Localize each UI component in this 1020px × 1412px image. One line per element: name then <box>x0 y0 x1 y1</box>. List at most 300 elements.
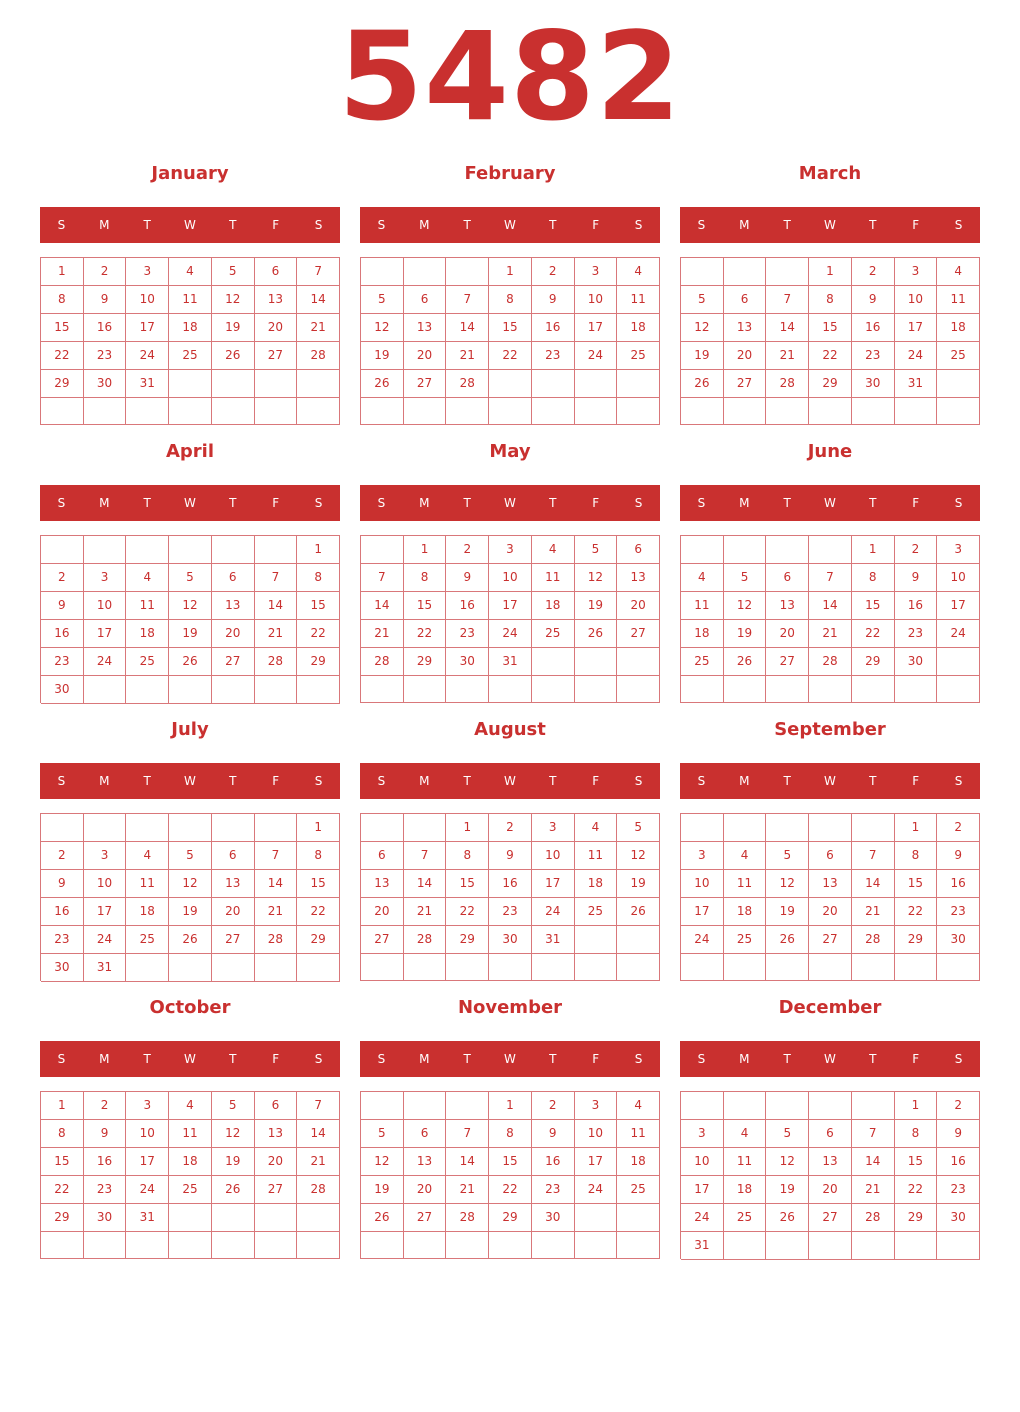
day-cell: 1 <box>446 814 489 842</box>
day-cell: 23 <box>84 1176 127 1204</box>
empty-cell <box>361 676 404 703</box>
day-cell: 1 <box>297 536 340 564</box>
empty-cell <box>404 398 447 425</box>
day-cell: 9 <box>446 564 489 592</box>
day-cell: 14 <box>446 314 489 342</box>
day-cell: 6 <box>809 842 852 870</box>
weekday-label: W <box>184 1052 196 1066</box>
day-cell: 28 <box>297 342 340 370</box>
day-cell: 17 <box>126 1148 169 1176</box>
weekday-header <box>40 1041 340 1077</box>
day-cell: 1 <box>297 814 340 842</box>
day-cell: 30 <box>41 676 84 704</box>
day-cell: 6 <box>255 1092 298 1120</box>
day-cell: 14 <box>255 592 298 620</box>
day-cell: 11 <box>575 842 618 870</box>
day-cell: 17 <box>681 1176 724 1204</box>
day-cell: 15 <box>895 1148 938 1176</box>
weekday-label: S <box>314 1052 323 1066</box>
day-grid <box>360 1091 660 1259</box>
day-cell: 28 <box>361 648 404 676</box>
weekday-label: S <box>634 218 643 232</box>
weekday-label: T <box>869 218 877 232</box>
day-cell: 31 <box>895 370 938 398</box>
day-grid <box>680 813 980 981</box>
empty-cell <box>766 536 809 564</box>
day-cell: 19 <box>617 870 660 898</box>
day-cell: 16 <box>489 870 532 898</box>
weekday-label: S <box>954 1052 963 1066</box>
day-cell: 20 <box>255 1148 298 1176</box>
month-december <box>680 994 980 1260</box>
empty-cell <box>169 1204 212 1232</box>
day-cell: 12 <box>724 592 767 620</box>
weekday-label: F <box>592 218 600 232</box>
day-cell: 21 <box>852 898 895 926</box>
day-cell: 23 <box>532 1176 575 1204</box>
month-name: November <box>457 997 563 1018</box>
empty-cell <box>895 398 938 425</box>
day-cell: 9 <box>895 564 938 592</box>
day-cell: 7 <box>852 1120 895 1148</box>
empty-cell <box>937 398 980 425</box>
month-name: June <box>807 441 853 462</box>
month-name: April <box>165 441 215 462</box>
day-cell: 6 <box>809 1120 852 1148</box>
day-cell: 6 <box>361 842 404 870</box>
empty-cell <box>852 676 895 703</box>
day-cell: 29 <box>895 1204 938 1232</box>
day-cell: 1 <box>809 258 852 286</box>
day-cell: 13 <box>809 870 852 898</box>
day-cell: 22 <box>446 898 489 926</box>
day-cell: 5 <box>724 564 767 592</box>
day-cell: 13 <box>255 1120 298 1148</box>
day-cell: 13 <box>809 1148 852 1176</box>
day-cell: 2 <box>446 536 489 564</box>
day-cell: 11 <box>724 1148 767 1176</box>
day-cell: 17 <box>681 898 724 926</box>
day-cell: 22 <box>404 620 447 648</box>
day-cell: 12 <box>681 314 724 342</box>
empty-cell <box>895 1232 938 1260</box>
day-cell: 9 <box>937 842 980 870</box>
empty-cell <box>617 954 660 981</box>
day-cell: 3 <box>489 536 532 564</box>
empty-cell <box>532 1232 575 1259</box>
empty-cell <box>126 676 169 704</box>
day-cell: 20 <box>809 898 852 926</box>
day-cell: 27 <box>404 370 447 398</box>
day-cell: 24 <box>489 620 532 648</box>
weekday-label: T <box>229 774 237 788</box>
day-grid <box>680 1091 980 1259</box>
day-cell: 30 <box>41 954 84 982</box>
empty-cell <box>212 398 255 425</box>
day-cell: 6 <box>617 536 660 564</box>
day-cell: 21 <box>255 898 298 926</box>
weekday-label: W <box>184 496 196 510</box>
day-cell: 19 <box>212 1148 255 1176</box>
day-cell: 13 <box>361 870 404 898</box>
day-cell: 26 <box>361 1204 404 1232</box>
weekday-label: M <box>419 218 430 232</box>
empty-cell <box>446 258 489 286</box>
day-cell: 20 <box>617 592 660 620</box>
weekday-label: S <box>314 496 323 510</box>
day-cell: 1 <box>895 1092 938 1120</box>
day-cell: 17 <box>126 314 169 342</box>
empty-cell <box>852 1232 895 1260</box>
weekday-label: S <box>954 218 963 232</box>
day-cell: 24 <box>681 926 724 954</box>
day-cell: 16 <box>895 592 938 620</box>
empty-cell <box>446 1092 489 1120</box>
empty-cell <box>575 1204 618 1232</box>
empty-cell <box>575 954 618 981</box>
empty-cell <box>895 954 938 981</box>
day-cell: 19 <box>212 314 255 342</box>
day-cell: 22 <box>489 1176 532 1204</box>
empty-cell <box>446 398 489 425</box>
day-cell: 7 <box>766 286 809 314</box>
month-september <box>680 716 980 982</box>
weekday-label: W <box>504 218 516 232</box>
day-cell: 10 <box>84 592 127 620</box>
day-cell: 23 <box>532 342 575 370</box>
day-cell: 27 <box>404 1204 447 1232</box>
weekday-label: T <box>143 496 151 510</box>
day-cell: 8 <box>297 842 340 870</box>
day-grid <box>680 257 980 425</box>
month-october <box>40 994 340 1260</box>
day-cell: 3 <box>895 258 938 286</box>
day-cell: 27 <box>809 1204 852 1232</box>
weekday-header <box>360 207 660 243</box>
day-cell: 8 <box>895 1120 938 1148</box>
day-cell: 25 <box>681 648 724 676</box>
weekday-label: M <box>739 218 750 232</box>
day-cell: 8 <box>41 286 84 314</box>
day-cell: 31 <box>126 1204 169 1232</box>
day-cell: 5 <box>766 1120 809 1148</box>
day-cell: 15 <box>41 1148 84 1176</box>
day-cell: 29 <box>852 648 895 676</box>
day-cell: 31 <box>84 954 127 982</box>
day-cell: 11 <box>532 564 575 592</box>
day-cell: 7 <box>446 1120 489 1148</box>
weekday-label: S <box>314 218 323 232</box>
day-cell: 29 <box>41 370 84 398</box>
weekday-label: S <box>57 218 66 232</box>
day-cell: 4 <box>126 842 169 870</box>
day-cell: 13 <box>212 592 255 620</box>
day-cell: 21 <box>361 620 404 648</box>
day-cell: 8 <box>852 564 895 592</box>
day-cell: 2 <box>41 564 84 592</box>
day-cell: 28 <box>297 1176 340 1204</box>
day-cell: 2 <box>84 1092 127 1120</box>
day-cell: 8 <box>809 286 852 314</box>
day-cell: 29 <box>489 1204 532 1232</box>
day-grid <box>40 257 340 425</box>
month-name: February <box>464 163 556 184</box>
empty-cell <box>212 536 255 564</box>
empty-cell <box>84 536 127 564</box>
day-cell: 30 <box>446 648 489 676</box>
empty-cell <box>575 398 618 425</box>
day-cell: 9 <box>84 286 127 314</box>
empty-cell <box>41 536 84 564</box>
day-cell: 30 <box>852 370 895 398</box>
empty-cell <box>361 258 404 286</box>
day-cell: 20 <box>361 898 404 926</box>
day-cell: 28 <box>446 370 489 398</box>
empty-cell <box>937 1232 980 1260</box>
day-cell: 3 <box>575 258 618 286</box>
day-cell: 28 <box>446 1204 489 1232</box>
day-cell: 9 <box>852 286 895 314</box>
weekday-label: M <box>99 496 110 510</box>
day-cell: 24 <box>895 342 938 370</box>
day-cell: 30 <box>937 926 980 954</box>
day-cell: 25 <box>126 926 169 954</box>
day-cell: 11 <box>169 286 212 314</box>
day-cell: 20 <box>404 1176 447 1204</box>
weekday-label: T <box>143 218 151 232</box>
day-cell: 14 <box>297 286 340 314</box>
day-cell: 19 <box>361 1176 404 1204</box>
empty-cell <box>724 398 767 425</box>
day-cell: 7 <box>404 842 447 870</box>
empty-cell <box>766 258 809 286</box>
empty-cell <box>297 1204 340 1232</box>
day-cell: 25 <box>937 342 980 370</box>
day-cell: 13 <box>617 564 660 592</box>
empty-cell <box>361 1092 404 1120</box>
empty-cell <box>575 370 618 398</box>
day-cell: 11 <box>617 286 660 314</box>
empty-cell <box>895 676 938 703</box>
weekday-label: S <box>954 774 963 788</box>
day-cell: 25 <box>169 1176 212 1204</box>
day-cell: 1 <box>489 258 532 286</box>
empty-cell <box>169 954 212 982</box>
day-cell: 4 <box>617 1092 660 1120</box>
day-cell: 6 <box>404 286 447 314</box>
empty-cell <box>84 398 127 425</box>
month-january <box>40 160 340 426</box>
empty-cell <box>404 1232 447 1259</box>
day-cell: 27 <box>617 620 660 648</box>
day-cell: 6 <box>766 564 809 592</box>
day-cell: 5 <box>212 1092 255 1120</box>
weekday-label: F <box>592 774 600 788</box>
day-cell: 2 <box>532 258 575 286</box>
day-cell: 12 <box>575 564 618 592</box>
day-cell: 15 <box>809 314 852 342</box>
weekday-label: M <box>419 496 430 510</box>
day-cell: 20 <box>212 620 255 648</box>
month-may <box>360 438 660 704</box>
day-cell: 27 <box>212 648 255 676</box>
weekday-label: T <box>783 496 791 510</box>
day-cell: 21 <box>809 620 852 648</box>
months-grid <box>40 160 980 1260</box>
day-cell: 5 <box>169 564 212 592</box>
day-cell: 12 <box>766 1148 809 1176</box>
empty-cell <box>255 1204 298 1232</box>
day-cell: 5 <box>575 536 618 564</box>
day-cell: 28 <box>404 926 447 954</box>
day-cell: 28 <box>255 648 298 676</box>
empty-cell <box>724 258 767 286</box>
weekday-label: S <box>697 774 706 788</box>
empty-cell <box>937 648 980 676</box>
empty-cell <box>126 398 169 425</box>
day-cell: 18 <box>681 620 724 648</box>
day-cell: 22 <box>297 898 340 926</box>
weekday-label: W <box>504 774 516 788</box>
day-cell: 6 <box>724 286 767 314</box>
empty-cell <box>212 1232 255 1259</box>
day-cell: 31 <box>681 1232 724 1260</box>
month-march <box>680 160 980 426</box>
day-grid <box>360 813 660 981</box>
day-cell: 3 <box>575 1092 618 1120</box>
day-cell: 14 <box>852 1148 895 1176</box>
day-cell: 18 <box>724 898 767 926</box>
day-cell: 23 <box>895 620 938 648</box>
day-cell: 28 <box>809 648 852 676</box>
day-cell: 30 <box>532 1204 575 1232</box>
day-cell: 10 <box>532 842 575 870</box>
empty-cell <box>255 536 298 564</box>
day-cell: 17 <box>937 592 980 620</box>
month-july <box>40 716 340 982</box>
day-cell: 12 <box>169 870 212 898</box>
weekday-label: S <box>377 218 386 232</box>
day-cell: 18 <box>532 592 575 620</box>
day-cell: 20 <box>809 1176 852 1204</box>
day-cell: 26 <box>766 1204 809 1232</box>
day-cell: 4 <box>126 564 169 592</box>
day-cell: 6 <box>212 842 255 870</box>
empty-cell <box>255 1232 298 1259</box>
day-cell: 18 <box>126 898 169 926</box>
empty-cell <box>724 954 767 981</box>
day-cell: 15 <box>852 592 895 620</box>
day-cell: 19 <box>575 592 618 620</box>
day-cell: 19 <box>169 620 212 648</box>
empty-cell <box>766 398 809 425</box>
day-cell: 11 <box>937 286 980 314</box>
day-cell: 20 <box>255 314 298 342</box>
day-cell: 17 <box>575 1148 618 1176</box>
day-cell: 7 <box>255 564 298 592</box>
day-cell: 24 <box>84 926 127 954</box>
day-cell: 26 <box>575 620 618 648</box>
day-cell: 9 <box>489 842 532 870</box>
day-cell: 24 <box>532 898 575 926</box>
day-cell: 8 <box>41 1120 84 1148</box>
day-cell: 4 <box>724 842 767 870</box>
day-cell: 29 <box>41 1204 84 1232</box>
day-cell: 30 <box>937 1204 980 1232</box>
day-cell: 26 <box>724 648 767 676</box>
weekday-header <box>360 763 660 799</box>
weekday-header <box>40 207 340 243</box>
empty-cell <box>617 370 660 398</box>
day-cell: 7 <box>297 258 340 286</box>
day-cell: 24 <box>84 648 127 676</box>
day-cell: 3 <box>126 258 169 286</box>
day-cell: 28 <box>852 926 895 954</box>
weekday-label: T <box>783 1052 791 1066</box>
empty-cell <box>84 676 127 704</box>
day-cell: 16 <box>937 1148 980 1176</box>
weekday-label: W <box>824 1052 836 1066</box>
weekday-label: T <box>463 218 471 232</box>
empty-cell <box>937 676 980 703</box>
day-cell: 14 <box>297 1120 340 1148</box>
weekday-label: W <box>184 218 196 232</box>
day-cell: 5 <box>681 286 724 314</box>
day-cell: 26 <box>169 648 212 676</box>
day-cell: 31 <box>126 370 169 398</box>
day-cell: 13 <box>724 314 767 342</box>
weekday-label: F <box>272 774 280 788</box>
empty-cell <box>766 954 809 981</box>
weekday-label: F <box>272 496 280 510</box>
day-cell: 30 <box>84 1204 127 1232</box>
empty-cell <box>169 814 212 842</box>
day-cell: 18 <box>617 1148 660 1176</box>
empty-cell <box>126 954 169 982</box>
day-cell: 1 <box>895 814 938 842</box>
empty-cell <box>532 676 575 703</box>
empty-cell <box>681 814 724 842</box>
day-cell: 9 <box>84 1120 127 1148</box>
empty-cell <box>766 814 809 842</box>
day-cell: 6 <box>212 564 255 592</box>
day-cell: 6 <box>404 1120 447 1148</box>
weekday-label: T <box>549 496 557 510</box>
day-cell: 18 <box>169 314 212 342</box>
empty-cell <box>212 814 255 842</box>
day-cell: 15 <box>446 870 489 898</box>
day-cell: 13 <box>212 870 255 898</box>
weekday-label: F <box>912 1052 920 1066</box>
day-cell: 5 <box>361 286 404 314</box>
weekday-label: F <box>272 1052 280 1066</box>
empty-cell <box>809 398 852 425</box>
day-cell: 21 <box>255 620 298 648</box>
empty-cell <box>169 370 212 398</box>
day-cell: 2 <box>937 1092 980 1120</box>
empty-cell <box>126 1232 169 1259</box>
day-cell: 2 <box>852 258 895 286</box>
empty-cell <box>255 676 298 704</box>
weekday-label: S <box>697 218 706 232</box>
day-cell: 3 <box>84 564 127 592</box>
day-cell: 19 <box>724 620 767 648</box>
day-cell: 17 <box>895 314 938 342</box>
empty-cell <box>575 676 618 703</box>
day-cell: 1 <box>41 1092 84 1120</box>
weekday-header <box>680 485 980 521</box>
day-cell: 31 <box>489 648 532 676</box>
